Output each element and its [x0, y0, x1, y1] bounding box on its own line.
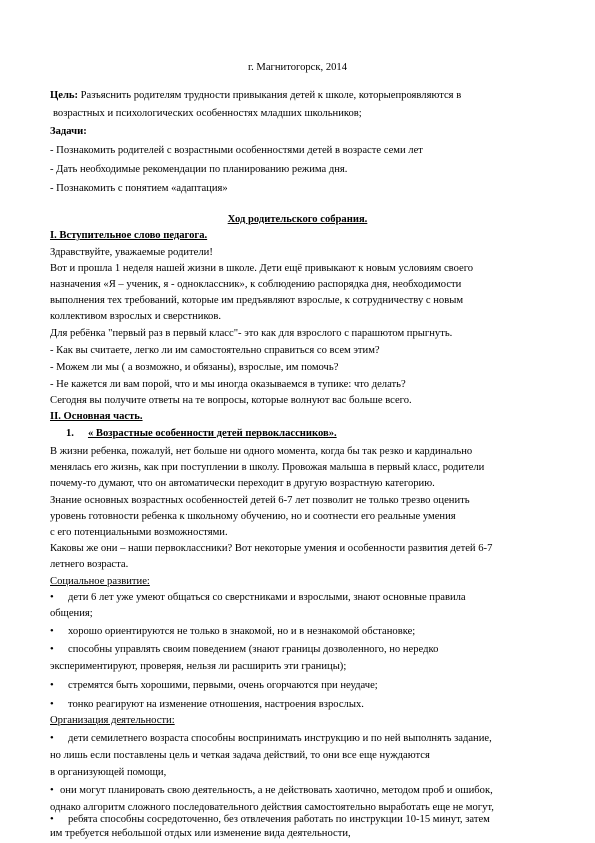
- section2-subheading: [66, 426, 337, 443]
- bullet-icon: •: [50, 680, 54, 691]
- goal-text-1: Разъяснить родителям трудности привыкания детей к школе, которыепроявляются в: [78, 90, 462, 101]
- section2-line: Знание основных возрастных особенностей детей 6-7 лет позволит не только трезво оценить: [50, 495, 470, 506]
- task-item: - Познакомить родителей с возрастными особенностями детей в возрасте семи лет: [50, 145, 423, 156]
- goal-label: Цель:: [50, 90, 79, 101]
- bullet-icon: •: [50, 626, 54, 637]
- sub-number: 1.: [66, 428, 74, 439]
- bullet-item: • хорошо ориентируются не только в знакомой, но и в незнакомой обстановке;: [50, 624, 415, 641]
- bullet-item: • тонко реагируют на изменение отношения, настроения взрослых.: [50, 697, 364, 714]
- city-year: г. Магнитогорск, 2014: [247, 62, 348, 73]
- section1-heading: I. Вступительное слово педагога.: [50, 230, 208, 241]
- section1-line: - Не кажется ли вам порой, что и мы иногда оказываемся в тупике: что делать?: [50, 379, 406, 390]
- task-item: - Дать необходимые рекомендации по планированию режима дня.: [50, 164, 348, 175]
- bullet-item: • стремятся быть хорошими, первыми, очень огорчаются при неудаче;: [50, 678, 378, 695]
- bullet-item: • способны управлять своим поведением (знают границы дозволенного, но нередко: [50, 642, 438, 659]
- bullet-continuation: им требуется небольшой отдых или изменение вида деятельности,: [50, 828, 351, 839]
- section2-line: менялась его жизнь, как при поступлении в школу. Провожая малыша в первый класс, родители: [50, 462, 485, 473]
- section1-line: коллективом взрослых и сверстников.: [50, 311, 222, 322]
- activity-heading: Организация деятельности:: [50, 715, 175, 726]
- section2-line: уровень готовности ребенка к школьному обучению, но и соотнести его реальные умения: [50, 511, 456, 522]
- bullet-item: • дети семилетнего возраста способны воспринимать инструкцию и по ней выполнять задание,: [50, 731, 492, 748]
- section1-line: Сегодня вы получите ответы на те вопросы, которые волнуют вас больше всего.: [50, 395, 412, 406]
- section1-line: назначения «Я – ученик, я - одноклассник», к соблюдению распорядка дня, необходимости: [50, 279, 462, 290]
- bullet-item: • дети 6 лет уже умеют общаться со сверстниками и взрослыми, знают основные правила: [50, 590, 466, 607]
- social-heading: Социальное развитие:: [50, 576, 150, 587]
- bullet-item: • они могут планировать свою деятельность, а не действовать хаотично, методом проб и ошибок,: [50, 783, 493, 800]
- bullet-icon: •: [50, 785, 54, 796]
- section2-line: Каковы же они – наши первоклассники? Вот некоторые умения и особенности развития детей 6-7: [50, 543, 493, 554]
- section1-line: - Можем ли мы ( а возможно, и обязаны), взрослые, им помочь?: [50, 362, 339, 373]
- task-item: - Познакомить с понятием «адаптация»: [50, 183, 228, 194]
- section2-line: почему-то думают, что он автоматически переходит в другую возрастную категорию.: [50, 478, 435, 489]
- section1-line: Для ребёнка "первый раз в первый класс"- это как для взрослого с парашютом прыгнуть.: [50, 328, 453, 339]
- section1-line: Здравствуйте, уважаемые родители!: [50, 247, 213, 258]
- bullet-continuation: общения;: [50, 608, 93, 619]
- bullet-item: • ребята способны сосредоточенно, без отвлечения работать по инструкции 10-15 минут, затем: [50, 812, 490, 829]
- goal-line-1: [50, 88, 461, 105]
- section1-line: выполнения тех требований, которые им предъявляют взрослые, к сотрудничеству с новым: [50, 295, 464, 306]
- section2-line: В жизни ребенка, пожалуй, нет больше ни одного момента, когда бы так резко и кардинально: [50, 446, 473, 457]
- tasks-heading: Задачи:: [50, 126, 87, 137]
- bullet-continuation: экспериментируют, проверяя, нельзя ли расширить эти границы);: [50, 661, 347, 672]
- meeting-title: Ход родительского собрания.: [227, 214, 368, 225]
- bullet-continuation: однако алгоритм сложного последовательного действия самостоятельно выработать еще не могут,: [50, 802, 494, 813]
- bullet-continuation: но лишь если поставлены цель и четкая задача действий, то они все еще нуждаются: [50, 750, 430, 761]
- bullet-icon: •: [50, 592, 54, 603]
- bullet-continuation: в организующей помощи,: [50, 767, 167, 778]
- section2-line: летнего возраста.: [50, 559, 129, 570]
- goal-line-2: возрастных и психологических особенностях младших школьников;: [53, 108, 362, 119]
- section2-line: с его потенциальными возможностями.: [50, 527, 228, 538]
- bullet-icon: •: [50, 814, 54, 825]
- sub-title: « Возрастные особенности детей первоклассников».: [87, 428, 337, 439]
- section1-line: Вот и прошла 1 неделя нашей жизни в школе. Дети ещё привыкают к новым условиям своего: [50, 263, 474, 274]
- section1-line: - Как вы считаете, легко ли им самостоятельно справиться со всем этим?: [50, 345, 380, 356]
- bullet-icon: •: [50, 733, 54, 744]
- section2-heading: II. Основная часть.: [50, 411, 143, 422]
- bullet-icon: •: [50, 644, 54, 655]
- bullet-icon: •: [50, 699, 54, 710]
